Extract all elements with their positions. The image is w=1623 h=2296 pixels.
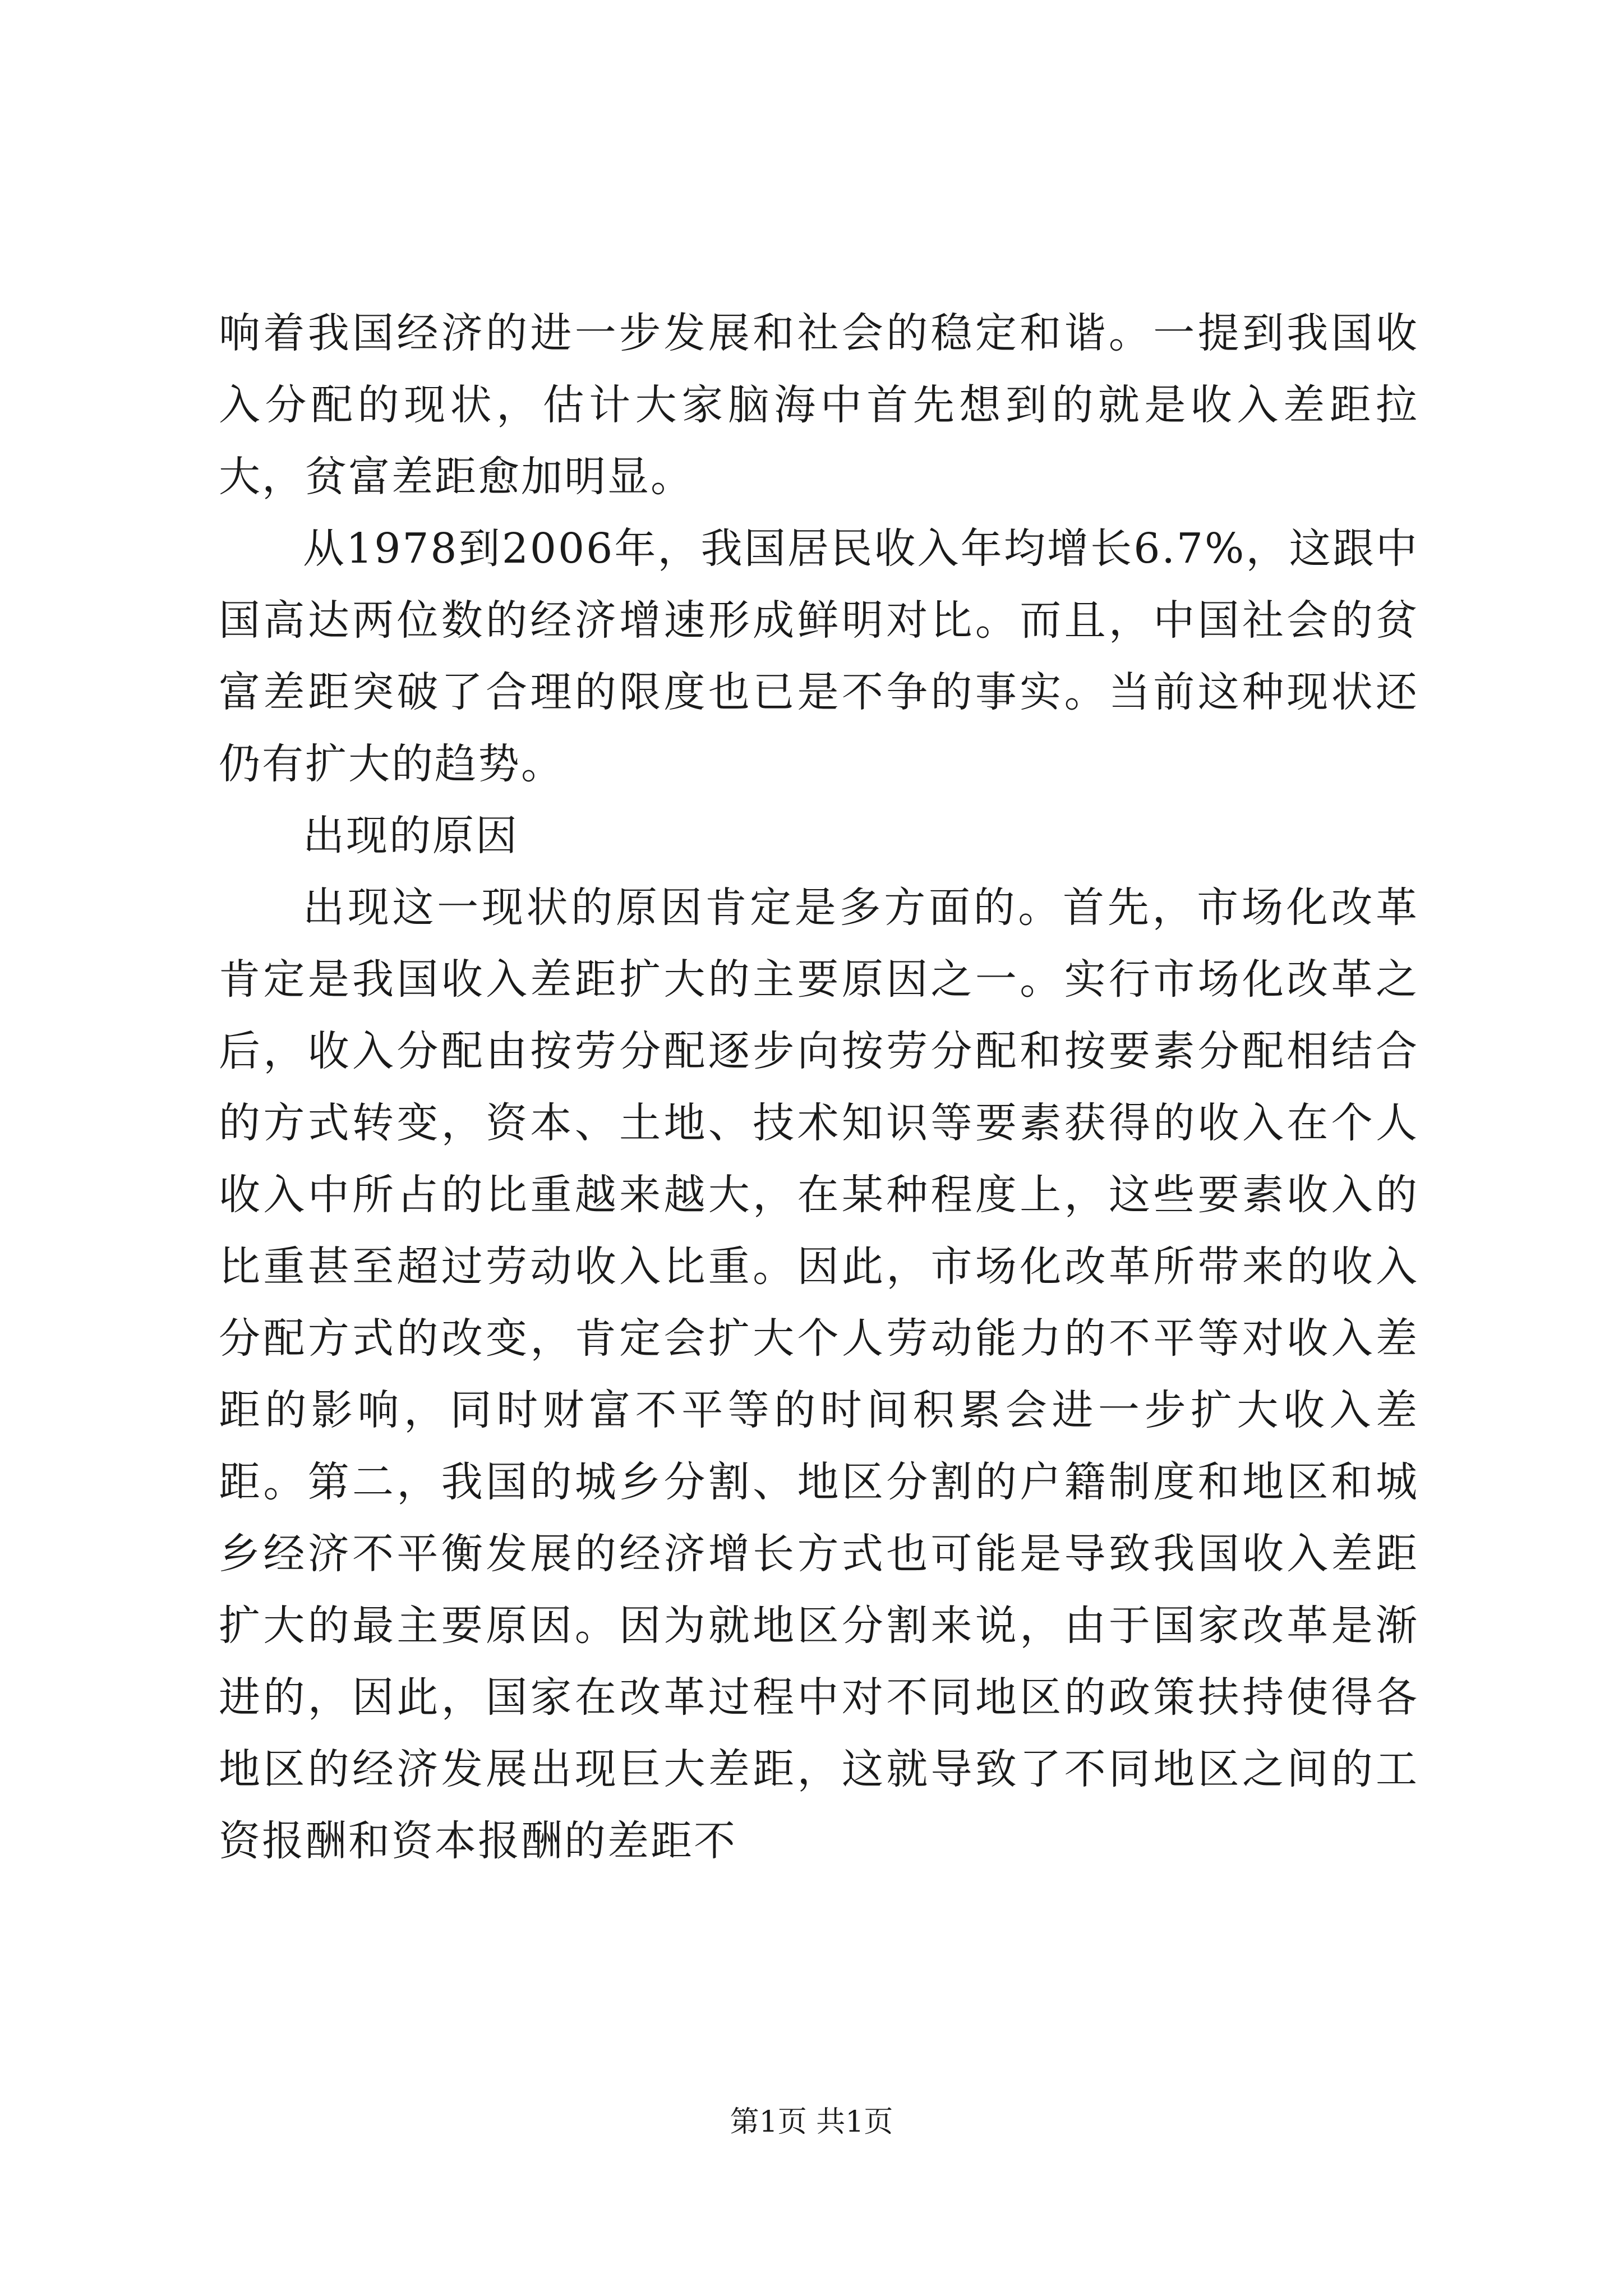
page-footer: 第1页 共1页	[730, 2105, 893, 2139]
paragraph-3: 出现这一现状的原因肯定是多方面的。首先，市场化改革肯定是我国收入差距扩大的主要原因之一。实行市场化改革之后，收入分配由按劳分配逐步向按劳分配和按要素分配相结合的方式转变，资本、土地、技术知识等要素获得的收入在个人收入中所占的比重越来越大，在某种程度上，这些要素收入的比重甚至超过劳动收入比重。因此，市场化改革所带来的收入分配方式的改变，肯定会扩大个人劳动能力的不平等对收入差距的影响，同时财富不平等的时间积累会进一步扩大收入差距。第二，我国的城乡分割、地区分割的户籍制度和地区和城乡经济不平衡发展的经济增长方式也可能是导致我国收入差距扩大的最主要原因。因为就地区分割来说，由于国家改革是渐进的，因此，国家在改革过程中对不同地区的政策扶持使得各地区的经济发展出现巨大差距，这就导致了不同地区之间的工资报酬和资本报酬的差距不	[219, 884, 1419, 1865]
section-heading: 出现的原因	[303, 812, 519, 860]
paragraph-2: 从1978到2006年，我国居民收入年均增长6.7%，这跟中国高达两位数的经济增速形成鲜明对比。而且，中国社会的贫富差距突破了合理的限度也已是不争的事实。当前这种现状还仍有扩大的趋势。	[219, 524, 1419, 788]
paragraph-1: 响着我国经济的进一步发展和社会的稳定和谐。一提到我国收入分配的现状，估计大家脑海中首先想到的就是收入差距拉大，贫富差距愈加明显。	[219, 309, 1419, 501]
document-body	[219, 297, 1419, 1877]
